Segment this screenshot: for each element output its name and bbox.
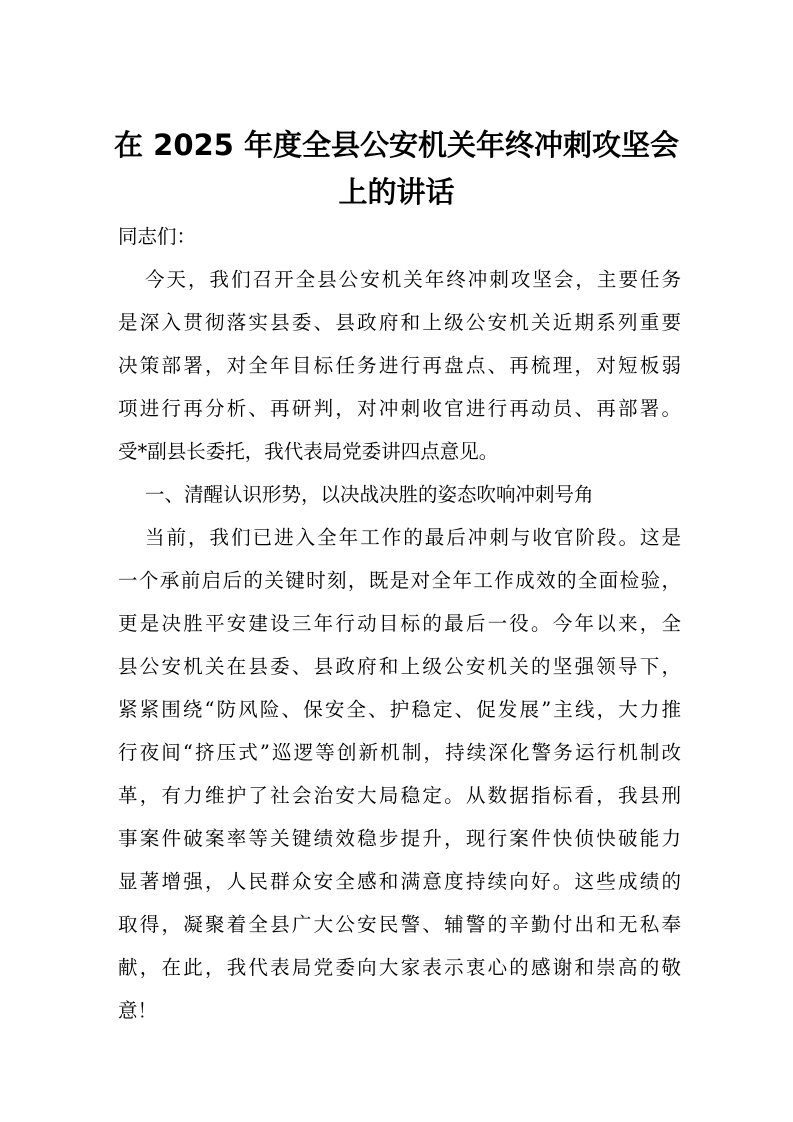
body-text-line: 当前，我们已进入全年工作的最后冲刺与收官阶段。这是	[145, 526, 681, 549]
body-text-line: 同志们：	[118, 225, 197, 248]
body-text-line: 一个承前启后的关键时刻，既是对全年工作成效的全面检验，	[118, 569, 681, 592]
body-text-line: 紧紧围绕“防风险、保安全、护稳定、促发展”主线，大力推	[118, 698, 681, 721]
body-text-line: 一、清醒认识形势，以决战决胜的姿态吹响冲刺号角	[145, 483, 594, 506]
body-text-line: 献，在此，我代表局党委向大家表示衷心的感谢和崇高的敬	[118, 956, 681, 979]
body-text-line: 事案件破案率等关键绩效稳步提升，现行案件快侦快破能力	[118, 827, 681, 850]
body-text-line: 项进行再分析、再研判，对冲刺收官进行再动员、再部署。	[118, 397, 681, 420]
body-text-line: 受*副县长委托，我代表局党委讲四点意见。	[118, 440, 499, 463]
body-text-line: 革，有力维护了社会治安大局稳定。从数据指标看，我县刑	[118, 784, 681, 807]
title-line-2: 上的讲话	[338, 175, 455, 209]
body-text-line: 显著增强，人民群众安全感和满意度持续向好。这些成绩的	[118, 870, 681, 893]
body-text-line: 县公安机关在县委、县政府和上级公安机关的坚强领导下，	[118, 655, 681, 678]
body-text-line: 意！	[118, 999, 158, 1022]
title-line-1: 在 2025 年度全县公安机关年终冲刺攻坚会	[114, 128, 679, 162]
body-text-line: 行夜间“挤压式”巡逻等创新机制，持续深化警务运行机制改	[118, 741, 681, 764]
body-text-line: 今天，我们召开全县公安机关年终冲刺攻坚会，主要任务	[145, 268, 681, 291]
body-text-line: 取得，凝聚着全县广大公安民警、辅警的辛勤付出和无私奉	[118, 913, 681, 936]
body-text-line: 更是决胜平安建设三年行动目标的最后一役。今年以来，全	[118, 612, 681, 635]
body-text-line: 是深入贯彻落实县委、县政府和上级公安机关近期系列重要	[118, 311, 681, 334]
body-text-line: 决策部署，对全年目标任务进行再盘点、再梳理，对短板弱	[118, 354, 681, 377]
